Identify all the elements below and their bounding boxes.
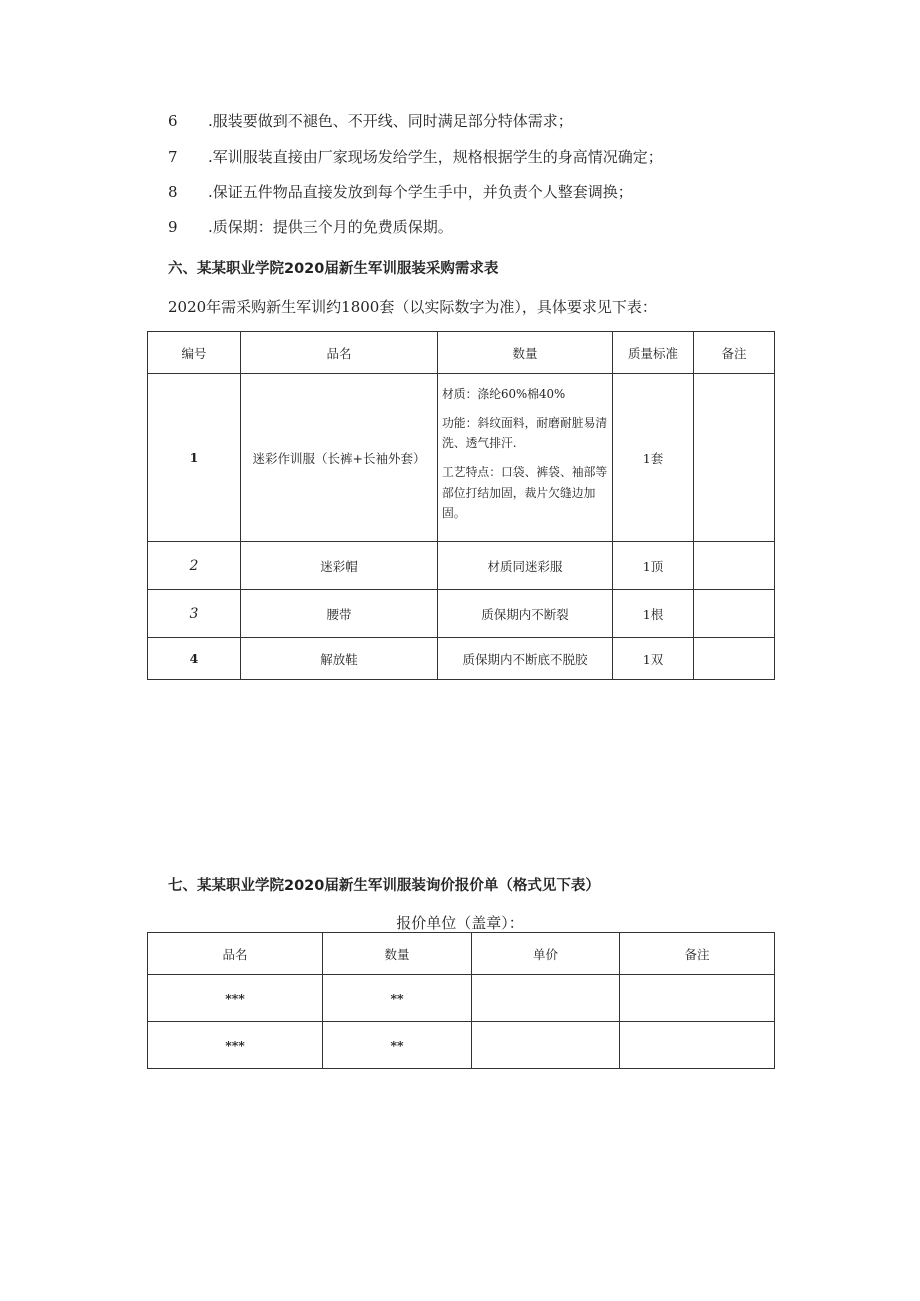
table-header-row [148, 933, 775, 975]
item-name: 腰带 [241, 590, 438, 638]
header-cell: 数量 [323, 933, 472, 975]
row-number: 1 [148, 374, 241, 542]
requirements-table [147, 331, 775, 680]
header-cell: 备注 [694, 332, 775, 374]
row-number: 4 [148, 638, 241, 680]
item-spec: 材质同迷彩服 [438, 542, 613, 590]
list-item [168, 146, 663, 167]
table-row [148, 975, 775, 1022]
list-text: .保证五件物品直接发放到每个学生手中，并负责个人整套调换； [208, 183, 633, 201]
list-text: .服装要做到不褪色、不开线、同时满足部分特体需求； [208, 112, 573, 130]
quote-name: *** [148, 1022, 323, 1069]
item-name: 迷彩帽 [241, 542, 438, 590]
list-number: 7 [168, 148, 178, 166]
header-cell: 编号 [148, 332, 241, 374]
item-spec: 质保期内不断裂 [438, 590, 613, 638]
header-cell: 备注 [620, 933, 775, 975]
item-note [694, 542, 775, 590]
header-cell: 数量 [438, 332, 613, 374]
quote-note [620, 975, 775, 1022]
table-header-row [148, 332, 775, 374]
quote-name: *** [148, 975, 323, 1022]
spec-material: 材质：涤纶60%棉40% [442, 387, 566, 401]
section-7-heading: 七、某某职业学院2020届新生军训服装询价报价单（格式见下表） [168, 878, 600, 894]
list-item [168, 216, 453, 237]
quote-qty: ** [323, 975, 472, 1022]
item-qty: 1双 [613, 638, 694, 680]
item-note [694, 638, 775, 680]
header-cell: 单价 [472, 933, 620, 975]
table-row [148, 374, 775, 542]
item-note [694, 374, 775, 542]
quote-unit-label: 报价单位（盖章）： [396, 914, 524, 932]
item-qty: 1根 [613, 590, 694, 638]
item-note [694, 590, 775, 638]
spec-craft: 工艺特点：口袋、裤袋、袖部等部位打结加固，裁片欠缝边加固。 [442, 464, 608, 521]
quote-price [472, 975, 620, 1022]
header-cell: 品名 [148, 933, 323, 975]
list-number: 8 [168, 183, 178, 201]
spec-function: 功能：斜纹面料，耐磨耐脏易清洗、透气排汗. [442, 415, 608, 451]
header-cell: 质量标准 [613, 332, 694, 374]
list-text: .军训服装直接由厂家现场发给学生，规格根据学生的身高情况确定； [208, 148, 663, 166]
item-qty: 1顶 [613, 542, 694, 590]
list-item [168, 181, 633, 202]
section-6-intro: 2020年需采购新生军训约1800套（以实际数字为准），具体要求见下表： [168, 298, 657, 316]
row-number: 3 [148, 590, 241, 638]
quote-table [147, 932, 775, 1069]
list-item [168, 110, 573, 131]
header-cell: 品名 [241, 332, 438, 374]
quote-note [620, 1022, 775, 1069]
item-qty: 1套 [613, 374, 694, 542]
table-row [148, 1022, 775, 1069]
table-row [148, 638, 775, 680]
quote-price [472, 1022, 620, 1069]
list-text: .质保期：提供三个月的免费质保期。 [208, 218, 453, 236]
table-row [148, 590, 775, 638]
item-name: 解放鞋 [241, 638, 438, 680]
quote-qty: ** [323, 1022, 472, 1069]
section-6-heading: 六、某某职业学院2020届新生军训服装采购需求表 [168, 261, 499, 277]
list-number: 9 [168, 218, 178, 236]
table-row [148, 542, 775, 590]
row-number: 2 [148, 542, 241, 590]
list-number: 6 [168, 112, 178, 130]
item-spec: 质保期内不断底不脱胶 [438, 638, 613, 680]
item-spec [438, 374, 613, 542]
item-name: 迷彩作训服（长裤+长袖外套） [241, 374, 438, 542]
